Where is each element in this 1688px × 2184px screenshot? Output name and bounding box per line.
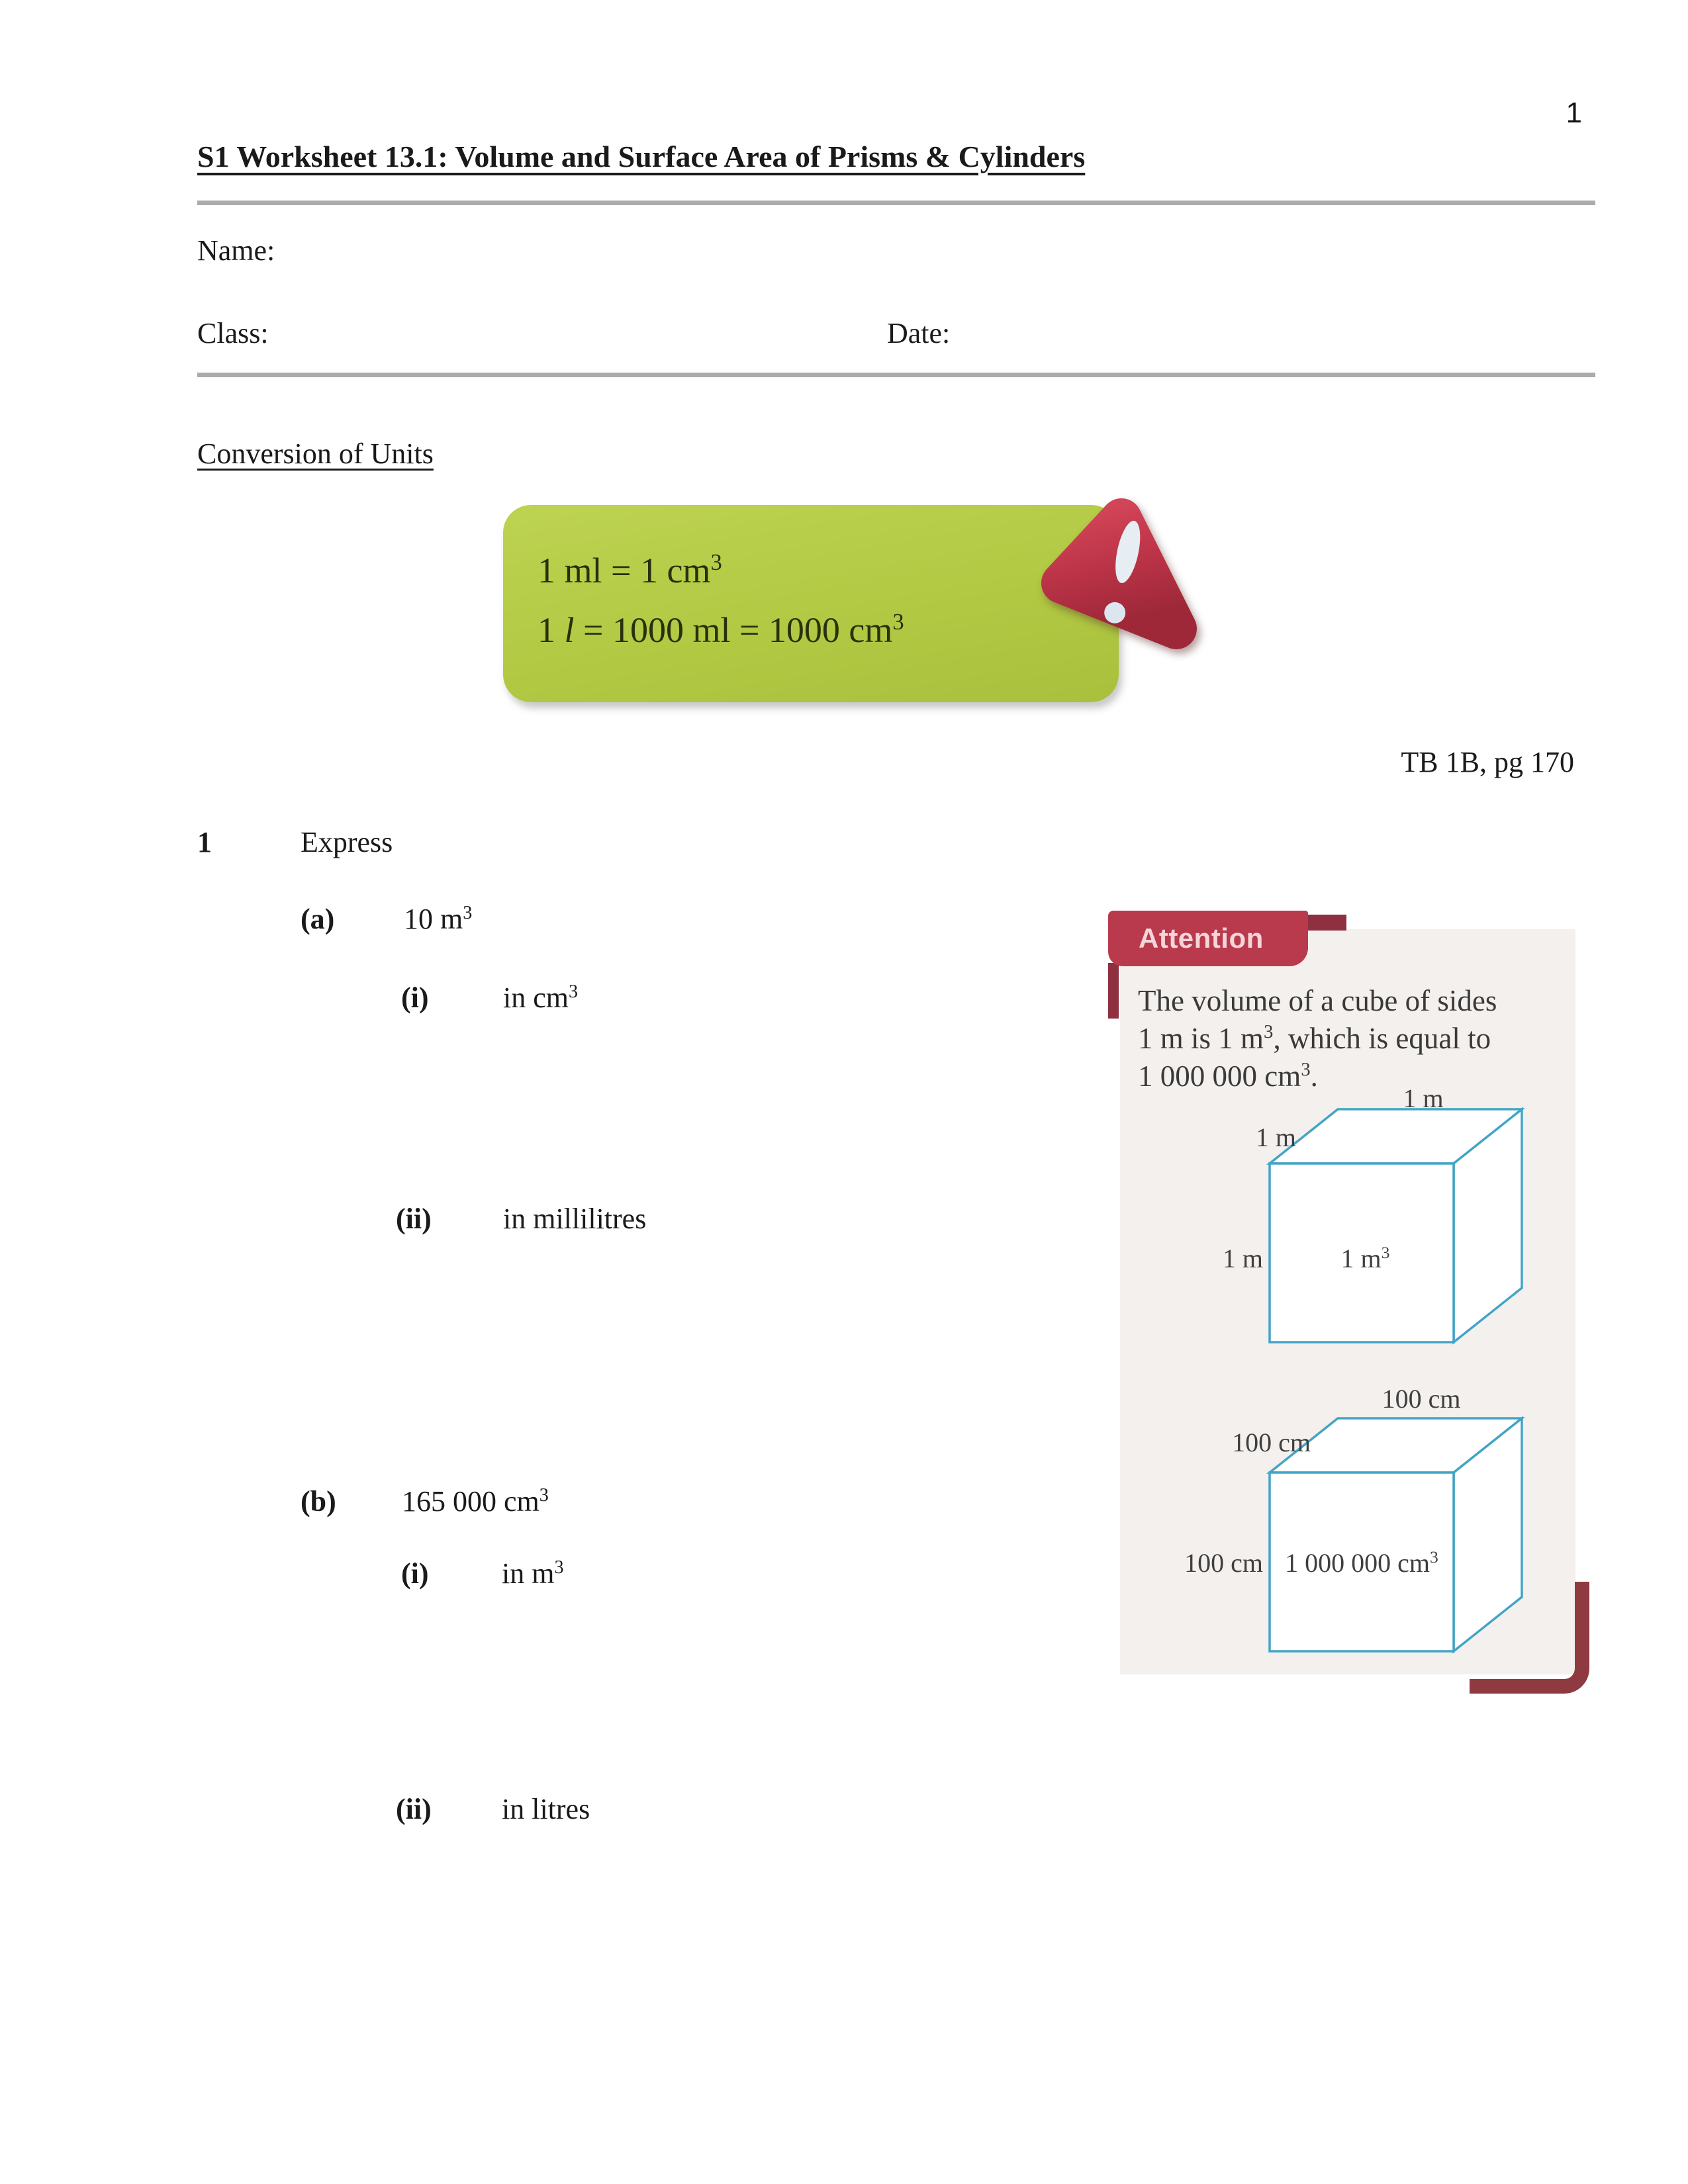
conversion-line-2 bbox=[538, 610, 904, 651]
conversion-line-2-prefix: 1 bbox=[538, 610, 565, 650]
exclamation-badge-icon bbox=[1023, 480, 1221, 708]
cube1-side-edge-label: 1 m bbox=[1222, 1244, 1263, 1273]
conversion-line-2-rest: = 1000 ml = 1000 $cm^3$ bbox=[574, 610, 904, 650]
cube1-back-edge-label: 1 m bbox=[1255, 1122, 1296, 1152]
attention-body bbox=[1138, 982, 1562, 1095]
attention-tab bbox=[1108, 911, 1308, 966]
name-field-label: Name: bbox=[197, 234, 275, 267]
page-title: S1 Worksheet 13.1: Volume and Surface Area of Prisms & Cylinders bbox=[197, 140, 1086, 173]
part-a-value: 10 $m^3$ bbox=[404, 902, 473, 935]
part-b-label: (b) bbox=[301, 1485, 336, 1518]
horizontal-rule-bottom bbox=[197, 373, 1595, 377]
attention-body-line: 1 000 000 $cm^3$. bbox=[1138, 1059, 1318, 1093]
attention-left-accent-bar bbox=[1108, 963, 1119, 1019]
cube2-top-edge-label: 100 cm bbox=[1382, 1384, 1461, 1414]
date-field-label: Date: bbox=[887, 317, 951, 349]
conversion-line-1: 1 ml = 1 $cm^3$ bbox=[538, 550, 722, 590]
cube2-volume-label: 1 000 000 $cm^3$ bbox=[1285, 1547, 1438, 1578]
cube2-side-edge-label: 100 cm bbox=[1184, 1548, 1263, 1578]
part-a-i-text: in $cm^3$ bbox=[503, 981, 579, 1014]
attention-tab-accent-bar bbox=[1305, 915, 1346, 931]
question-number: 1 bbox=[197, 826, 212, 858]
cube1-volume-label: 1 $m^3$ bbox=[1340, 1242, 1390, 1273]
part-b-value: 165 000 $cm^3$ bbox=[402, 1484, 549, 1518]
page-number: 1 bbox=[1566, 97, 1582, 129]
part-a-label: (a) bbox=[301, 903, 335, 935]
section-heading: Conversion of Units bbox=[197, 437, 434, 470]
textbook-reference: TB 1B, pg 170 bbox=[1401, 746, 1574, 778]
part-a-ii-text: in millilitres bbox=[503, 1203, 647, 1235]
class-field-label: Class: bbox=[197, 317, 269, 349]
question-prompt: Express bbox=[301, 826, 393, 858]
part-a-ii-label: (ii) bbox=[396, 1203, 432, 1235]
cube2-back-edge-label: 100 cm bbox=[1232, 1428, 1311, 1457]
part-b-i-text: in $m^3$ bbox=[502, 1557, 564, 1590]
attention-body-line: 1 m is 1 $m^3$, which is equal to bbox=[1138, 1021, 1491, 1055]
part-b-i-label: (i) bbox=[401, 1557, 429, 1590]
attention-tab-label: Attention bbox=[1139, 923, 1264, 954]
cube1-top-edge-label: 1 m bbox=[1403, 1083, 1444, 1113]
cube-diagram-1m bbox=[1260, 1097, 1571, 1349]
litre-symbol: l bbox=[564, 610, 575, 650]
attention-body-line: The volume of a cube of sides bbox=[1138, 984, 1497, 1017]
part-b-ii-text: in litres bbox=[502, 1793, 590, 1825]
part-a-i-label: (i) bbox=[401, 981, 429, 1014]
part-b-ii-label: (ii) bbox=[396, 1793, 432, 1825]
horizontal-rule-top bbox=[197, 201, 1595, 205]
attention-corner-bracket bbox=[1470, 1582, 1589, 1694]
